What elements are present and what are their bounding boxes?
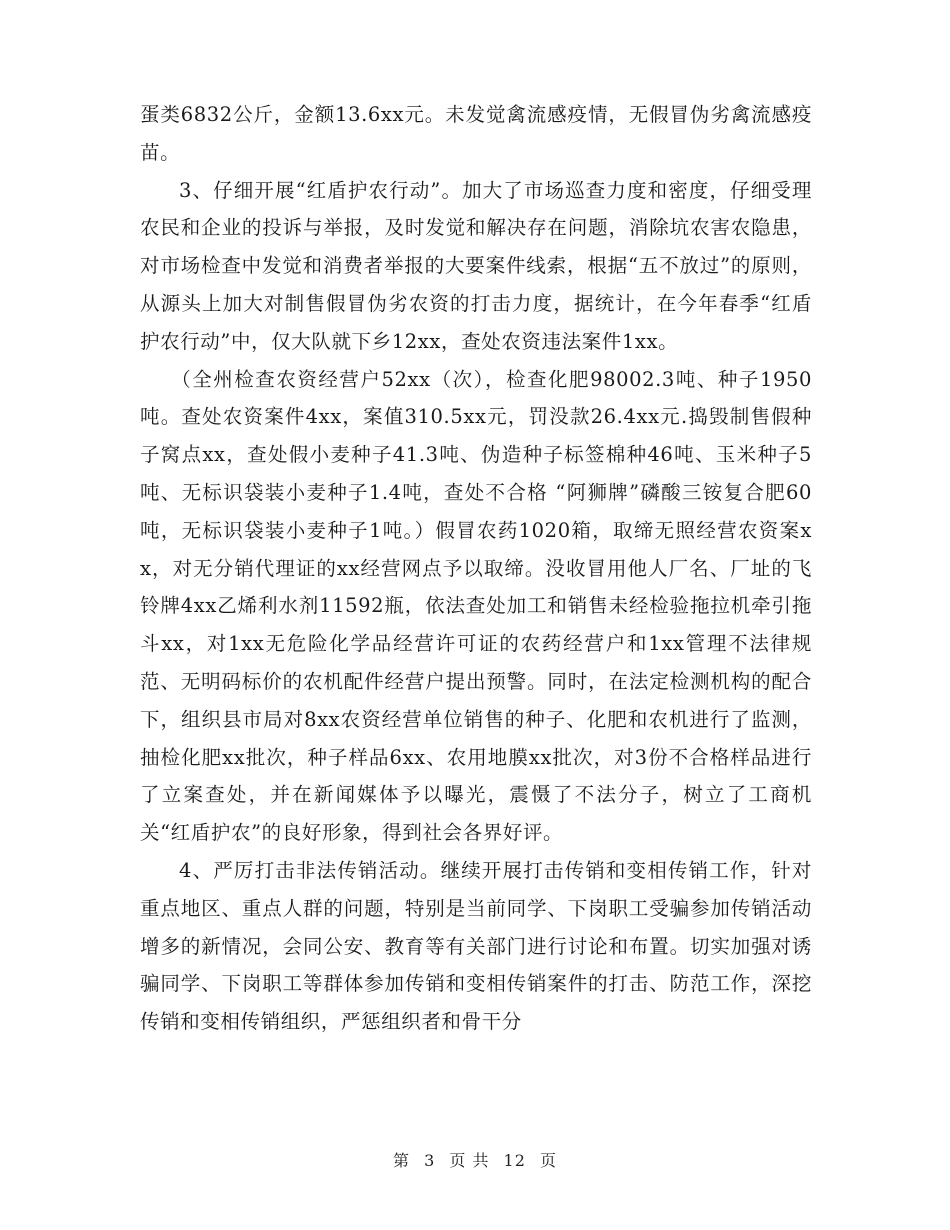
footer-middle: 页 共 bbox=[449, 1151, 490, 1170]
footer-current-page: 3 bbox=[424, 1151, 436, 1170]
footer-prefix: 第 bbox=[392, 1151, 410, 1170]
footer-suffix: 页 bbox=[540, 1151, 558, 1170]
paragraph-item-4: 4、严厉打击非法传销活动。继续开展打击传销和变相传销工作，针对重点地区、重点人群的问题，特别是当前同学、下岗职工受骗参加传销活动增多的新情况，会同公安、教育等有关部门进行讨论和布置。切实加强对诱骗同学、下岗职工等群体参加传销和变相传销案件的打击、防范工作，深挖传销和变相传销组织，严惩组织者和骨干分 bbox=[140, 858, 812, 1034]
page-footer bbox=[0, 1148, 950, 1171]
document-body bbox=[140, 96, 812, 1041]
paragraph-continued: 蛋类6832公斤，金额13.6xx元。未发觉禽流感疫情，无假冒伪劣禽流感疫苗。 bbox=[140, 103, 812, 164]
paragraph-statistics: （全州检查农资经营户52xx（次），检查化肥98002.3吨、种子1950吨。查处农资案件4xx，案值310.5xx元，罚没款26.4xx元.捣毁制售假种子窝点xx，查处假小麦种子41.3吨、伪造种子标签棉种46吨、玉米种子5吨、无标识袋装小麦种子1.4吨，查处不合格 “阿狮牌”磷酸三铵复合肥60吨，无标识袋装小麦种子1吨。）假冒农药1020箱，取缔无照经营农资案xx，对无分销代理证的xx经营网点予以取缔。没收冒用他人厂名、厂址的飞铃牌4xx乙烯利水剂11592瓶，依法查处加工和销售未经检验拖拉机牵引拖斗xx，对1xx无危险化学品经营许可证的农药经营户和1xx管理不法律规范、无明码标价的农机配件经营户提出预警。同时，在法定检测机构的配合下，组织县市局对8xx农资经营单位销售的种子、化肥和农机进行了监测，抽检化肥xx批次，种子样品6xx、农用地膜xx批次，对3份不合格样品进行了立案查处，并在新闻媒体予以曝光，震慑了不法分子，树立了工商机关“红盾护农”的良好形象，得到社会各界好评。 bbox=[140, 367, 812, 845]
paragraph-item-3: 3、仔细开展“红盾护农行动”。加大了市场巡查力度和密度，仔细受理农民和企业的投诉与举报，及时发觉和解决存在问题，消除坑农害农隐患，对市场检查中发觉和消费者举报的大要案件线索，根据“五不放过”的原则，从源头上加大对制售假冒伪劣农资的打击力度，据统计，在今年春季“红盾护农行动”中，仅大队就下乡12xx，查处农资违法案件1xx。 bbox=[140, 178, 812, 353]
footer-total-pages: 12 bbox=[503, 1151, 526, 1170]
